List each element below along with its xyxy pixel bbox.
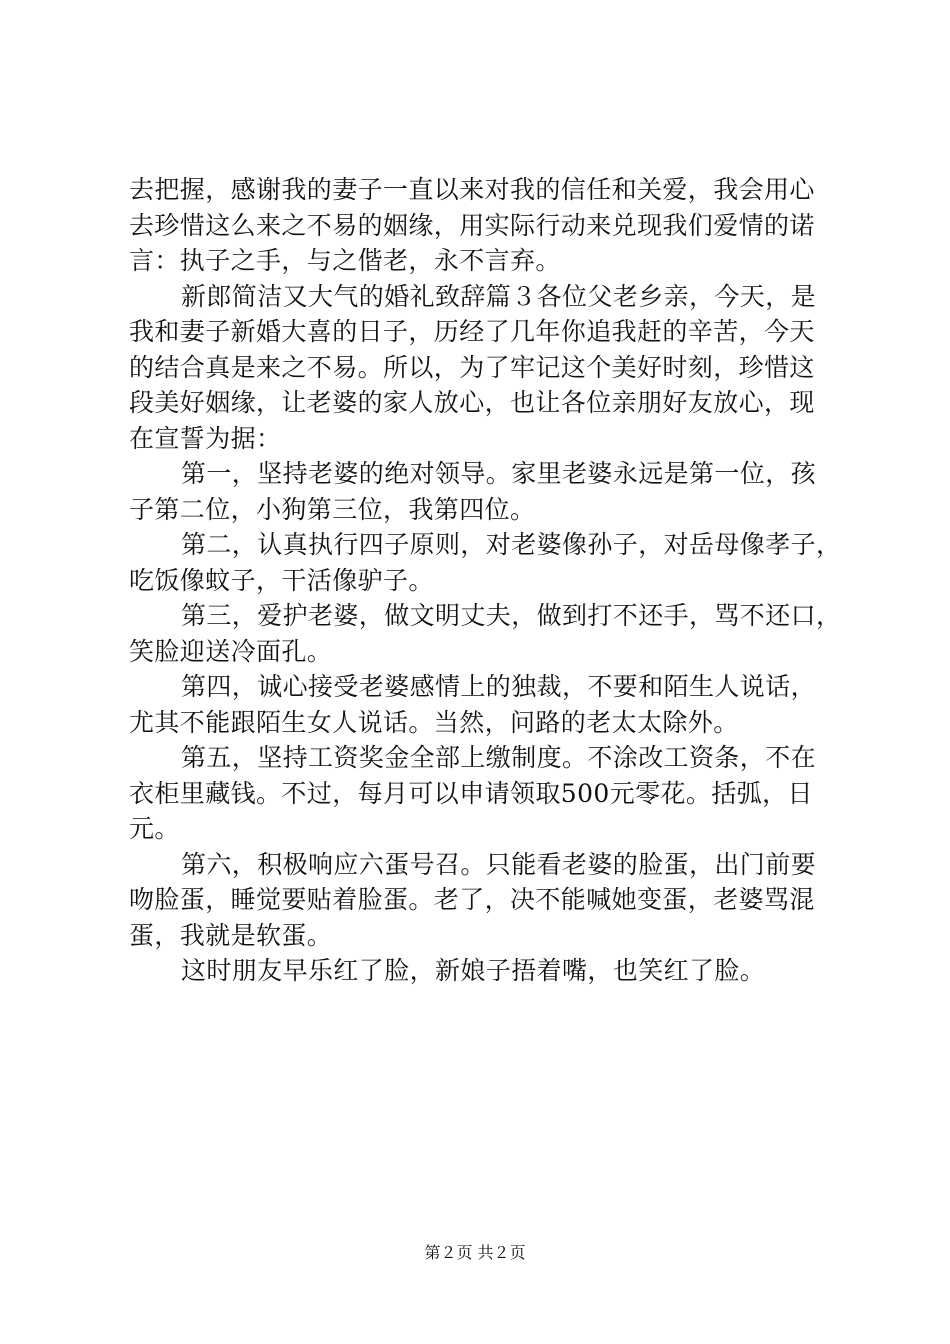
text-line: 的结合真是来之不易。所以，为了牢记这个美好时刻，珍惜这 (129, 352, 815, 382)
text-line: 笑脸迎送冷面孔。 (129, 636, 333, 666)
paragraph-start-line: 第六，积极响应六蛋号召。只能看老婆的脸蛋，出门前要 (181, 849, 817, 879)
paragraph-start-line: 这时朋友早乐红了脸，新娘子捂着嘴，也笑红了脸。 (181, 956, 766, 985)
paragraph-start-line: 新郎简洁又大气的婚礼致辞篇３各位父老乡亲，今天，是 (181, 281, 817, 311)
paragraph-start-line: 第三，爱护老婆，做文明丈夫，做到打不还手，骂不还口， (181, 601, 842, 630)
paragraph-start-line: 第一，坚持老婆的绝对领导。家里老婆永远是第一位，孩 (181, 459, 817, 488)
text-line: 子第二位，小狗第三位，我第四位。 (129, 494, 536, 524)
text-line: 吻脸蛋，睡觉要贴着脸蛋。老了，决不能喊她变蛋，老婆骂混 (129, 885, 815, 914)
text-line: 去把握，感谢我的妻子一直以来对我的信任和关爱，我会用心 (129, 175, 815, 204)
text-line: 元。 (129, 814, 180, 843)
text-line: 衣柜里藏钱。不过，每月可以申请领取500元零花。括弧，日 (129, 778, 813, 808)
body-text (129, 172, 842, 989)
text-line: 尤其不能跟陌生女人说话。当然，问路的老太太除外。 (129, 707, 739, 737)
text-line: 言：执子之手，与之偕老，永不言弃。 (129, 246, 561, 275)
paragraph-start-line: 第四，诚心接受老婆感情上的独裁，不要和陌生人说话， (181, 672, 817, 701)
text-line: 吃饭像蚊子，干活像驴子。 (129, 565, 434, 595)
page-number-footer: 第２页 共２页 (424, 1243, 526, 1262)
paragraph-start-line: 第五，坚持工资奖金全部上缴制度。不涂改工资条，不在 (181, 743, 817, 772)
paragraph-start-line: 第二，认真执行四子原则，对老婆像孙子，对岳母像孝子， (181, 530, 842, 559)
text-line: 在宣誓为据： (129, 423, 282, 453)
text-line: 我和妻子新婚大喜的日子，历经了几年你追我赶的辛苦，今天 (129, 317, 815, 346)
text-line: 去珍惜这么来之不易的姻缘，用实际行动来兑现我们爱情的诺 (129, 210, 815, 240)
text-line: 蛋，我就是软蛋。 (129, 920, 333, 950)
text-line: 段美好姻缘，让老婆的家人放心，也让各位亲朋好友放心，现 (129, 388, 815, 417)
